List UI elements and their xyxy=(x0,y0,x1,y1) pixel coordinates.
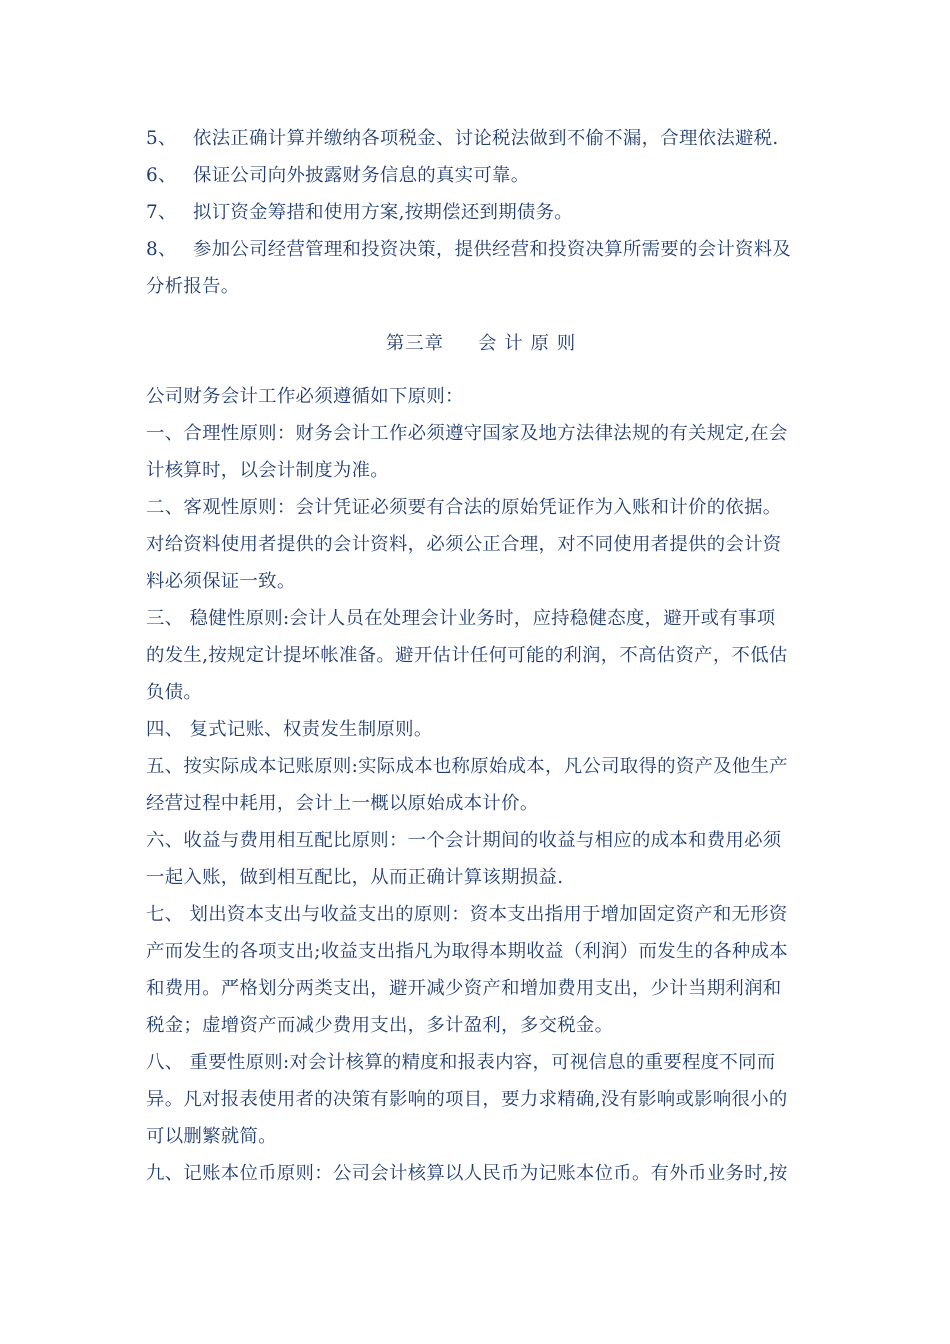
duty-item-8 xyxy=(146,231,816,268)
principle-line: 八、 重要性原则:对会计核算的精度和报表内容，可视信息的重要程度不同而 xyxy=(146,1052,776,1073)
duty-text: 拟订资金筹措和使用方案,按期偿还到期债务。 xyxy=(193,202,573,223)
duties-list xyxy=(146,120,816,305)
duty-number: 6、 xyxy=(146,165,177,186)
principle-9 xyxy=(146,1155,816,1192)
principle-line: 五、按实际成本记账原则:实际成本也称原始成本，凡公司取得的资产及他生产 xyxy=(146,756,788,777)
principle-line: 产而发生的各项支出;收益支出指凡为取得本期收益（利润）而发生的各种成本 xyxy=(146,941,788,962)
principle-line: 九、记账本位币原则：公司会计核算以人民币为记账本位币。有外币业务时,按 xyxy=(146,1163,788,1184)
chapter-heading xyxy=(146,325,816,362)
principle-line: 三、 稳健性原则:会计人员在处理会计业务时，应持稳健态度，避开或有事项 xyxy=(146,608,776,629)
principle-line: 对给资料使用者提供的会计资料，必须公正合理，对不同使用者提供的会计资 xyxy=(146,534,782,555)
principle-2 xyxy=(146,489,816,600)
principle-4 xyxy=(146,711,816,748)
principle-line: 计核算时，以会计制度为准。 xyxy=(146,460,389,481)
duty-number: 8、 xyxy=(146,239,177,260)
duty-item-6 xyxy=(146,157,816,194)
duty-item-8-continuation: 分析报告。 xyxy=(146,276,240,297)
duty-text: 依法正确计算并缴纳各项税金、讨论税法做到不偷不漏，合理依法避税. xyxy=(193,128,779,149)
duty-number: 5、 xyxy=(146,128,177,149)
principle-3 xyxy=(146,600,816,711)
chapter-title: 会 计 原 则 xyxy=(478,333,577,354)
principle-line: 税金；虚增资产而减少费用支出，多计盈利，多交税金。 xyxy=(146,1015,614,1036)
duty-text: 参加公司经营管理和投资决策，提供经营和投资决算所需要的会计资料及 xyxy=(193,239,792,260)
duty-item-5 xyxy=(146,120,816,157)
principle-7 xyxy=(146,896,816,1044)
principle-5 xyxy=(146,748,816,822)
principle-line: 和费用。严格划分两类支出，避开减少资产和增加费用支出，少计当期利润和 xyxy=(146,978,782,999)
principle-line: 七、 划出资本支出与收益支出的原则：资本支出指用于增加固定资产和无形资 xyxy=(146,904,788,925)
principle-line: 一、合理性原则：财务会计工作必须遵守国家及地方法律法规的有关规定,在会 xyxy=(146,423,788,444)
principle-line: 六、收益与费用相互配比原则：一个会计期间的收益与相应的成本和费用必须 xyxy=(146,830,782,851)
document-body xyxy=(146,120,816,1192)
principle-line: 经营过程中耗用，会计上一概以原始成本计价。 xyxy=(146,793,539,814)
principle-line: 二、客观性原则：会计凭证必须要有合法的原始凭证作为入账和计价的依据。 xyxy=(146,497,782,518)
duty-item-7 xyxy=(146,194,816,231)
principle-line: 一起入账，做到相互配比，从而正确计算该期损益. xyxy=(146,867,564,888)
principles-list xyxy=(146,415,816,1192)
principle-line: 料必须保证一致。 xyxy=(146,571,296,592)
principle-line: 四、 复式记账、权责发生制原则。 xyxy=(146,719,433,740)
chapter-number: 第三章 xyxy=(385,333,445,354)
principle-6 xyxy=(146,822,816,896)
principle-line: 异。凡对报表使用者的决策有影响的项目，要力求精确,没有影响或影响很小的 xyxy=(146,1089,788,1110)
duty-text: 保证公司向外披露财务信息的真实可靠。 xyxy=(193,165,530,186)
duty-number: 7、 xyxy=(146,202,177,223)
principles-intro: 公司财务会计工作必须遵循如下原则： xyxy=(146,386,464,407)
principle-8 xyxy=(146,1044,816,1155)
principle-line: 负债。 xyxy=(146,682,203,703)
principle-line: 可以删繁就简。 xyxy=(146,1126,277,1147)
principle-1 xyxy=(146,415,816,489)
principle-line: 的发生,按规定计提坏帐准备。避开估计任何可能的利润，不高估资产，不低估 xyxy=(146,645,788,666)
